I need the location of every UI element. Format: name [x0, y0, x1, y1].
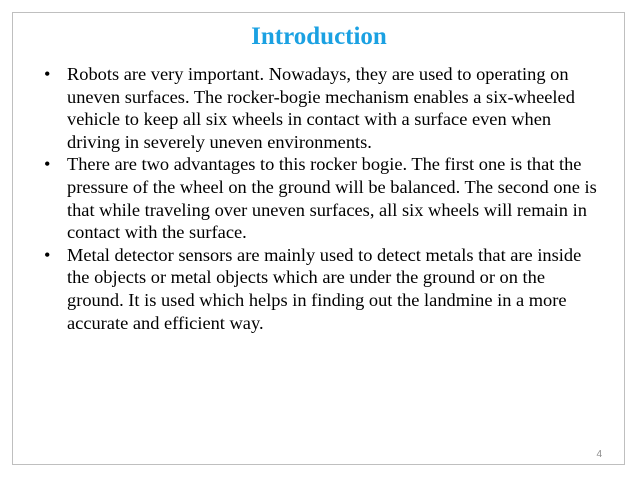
bullet-icon: •	[44, 244, 51, 265]
bullet-text: Robots are very important. Nowadays, they are used to operating on uneven surfaces. The rocker-bogie mechanism enables a six-wheeled vehicle to keep all six wheels in contact with a surface even when driving in severely uneven environments.	[67, 64, 575, 152]
bullet-list	[44, 63, 604, 334]
page-number: 4	[596, 449, 602, 460]
bullet-icon: •	[44, 154, 51, 175]
slide-title: Introduction	[251, 23, 387, 50]
bullet-text: Metal detector sensors are mainly used to detect metals that are inside the objects or metal objects which are under the ground or on the ground. It is used which helps in finding out the landmine in a more accurate and efficient way.	[67, 244, 582, 333]
bullet-item	[44, 63, 604, 153]
bullet-icon: •	[44, 64, 51, 84]
bullet-text: There are two advantages to this rocker bogie. The first one is that the pressure of the wheel on the ground will be balanced. The second one is that while traveling over uneven surfaces, all six wheels will remain in contact with the surface.	[67, 154, 597, 243]
bullet-item	[44, 244, 604, 334]
bullet-item	[44, 153, 604, 243]
